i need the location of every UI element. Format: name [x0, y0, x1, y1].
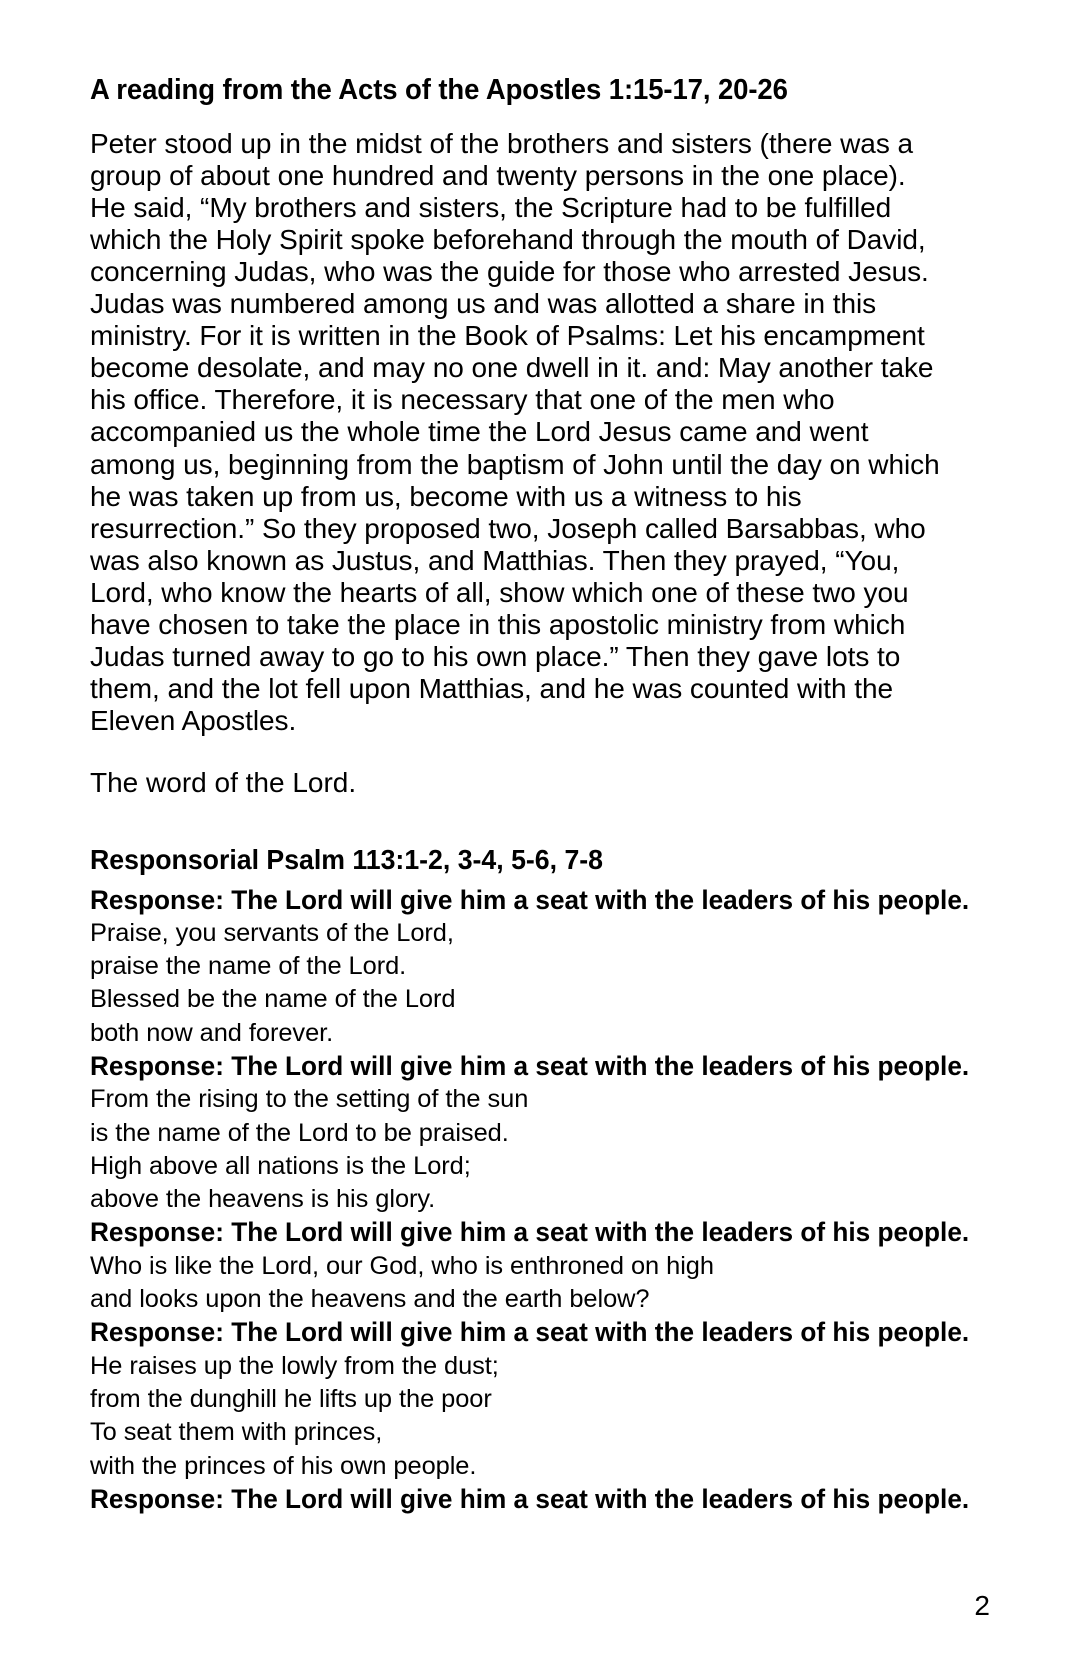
reading-closing-acclamation: The word of the Lord.: [90, 767, 357, 799]
psalm-verse-line: Who is like the Lord, our God, who is enthroned on high: [90, 1251, 714, 1280]
page-number: 2: [974, 1590, 990, 1621]
psalm-stanza: [90, 917, 966, 1050]
psalm-verse-line: To seat them with princes,: [90, 1418, 383, 1447]
responsorial-psalm-body: [90, 884, 970, 1517]
psalm-verse-line: above the heavens is his glory.: [90, 1185, 436, 1214]
psalm-verse-line: Praise, you servants of the Lord,: [90, 918, 454, 947]
psalm-stanza: [90, 1083, 966, 1216]
psalm-verse-line: Blessed be the name of the Lord: [90, 985, 456, 1014]
psalm-verse-line: From the rising to the setting of the sun: [90, 1085, 529, 1114]
psalm-stanza: [90, 1250, 966, 1317]
psalm-verse-line: praise the name of the Lord.: [90, 952, 407, 981]
psalm-verse-line: and looks upon the heavens and the earth below?: [90, 1285, 650, 1314]
first-reading-body: Peter stood up in the midst of the brothers and sisters (there was a group of about one hundred and twenty persons in the one place). He said, “My brothers and sisters, the Scripture had to be fulfilled which the Holy Spirit spoke beforehand through the mouth of David, concerning Judas, who was the guide for those who arrested Jesus. Judas was numbered among us and was allotted a share in this ministry. For it is written in the Book of Psalms: Let his encampment become desolate, and may no one dwell in it. and: May another take his office. Therefore, it is necessary that one of the men who accompanied us the whole time the Lord Jesus came and went among us, beginning from the baptism of John until the day on which he was taken up from us, become with us a witness to his resurrection.” So they proposed two, Joseph called Barsabbas, who was also known as Justus, and Matthias. Then they prayed, “You, Lord, who know the hearts of all, show which one of these two you have chosen to take the place in this apostolic ministry from which Judas turned away to go to his own place.” Then they gave lots to them, and the lot fell upon Matthias, and he was counted with the Eleven Apostles.: [90, 127, 940, 737]
psalm-response-line: Response: The Lord will give him a seat with the leaders of his people.: [90, 1483, 970, 1514]
psalm-response-line: Response: The Lord will give him a seat with the leaders of his people.: [90, 1050, 970, 1081]
psalm-verse-line: both now and forever.: [90, 1018, 334, 1047]
psalm-stanza: [90, 1350, 966, 1483]
psalm-verse-line: with the princes of his own people.: [90, 1451, 477, 1480]
psalm-verse-line: High above all nations is the Lord;: [90, 1151, 471, 1180]
psalm-verse-line: is the name of the Lord to be praised.: [90, 1118, 509, 1147]
psalm-response-line: Response: The Lord will give him a seat with the leaders of his people.: [90, 1217, 970, 1248]
psalm-response-line: Response: The Lord will give him a seat with the leaders of his people.: [90, 884, 970, 915]
psalm-response-line: Response: The Lord will give him a seat with the leaders of his people.: [90, 1317, 970, 1348]
psalm-verse-line: from the dunghill he lifts up the poor: [90, 1384, 492, 1413]
first-reading-heading: A reading from the Acts of the Apostles 1:15-17, 20-26: [90, 74, 788, 106]
psalm-verse-line: He raises up the lowly from the dust;: [90, 1351, 499, 1380]
responsorial-psalm-heading: Responsorial Psalm 113:1-2, 3-4, 5-6, 7-8: [90, 843, 604, 875]
